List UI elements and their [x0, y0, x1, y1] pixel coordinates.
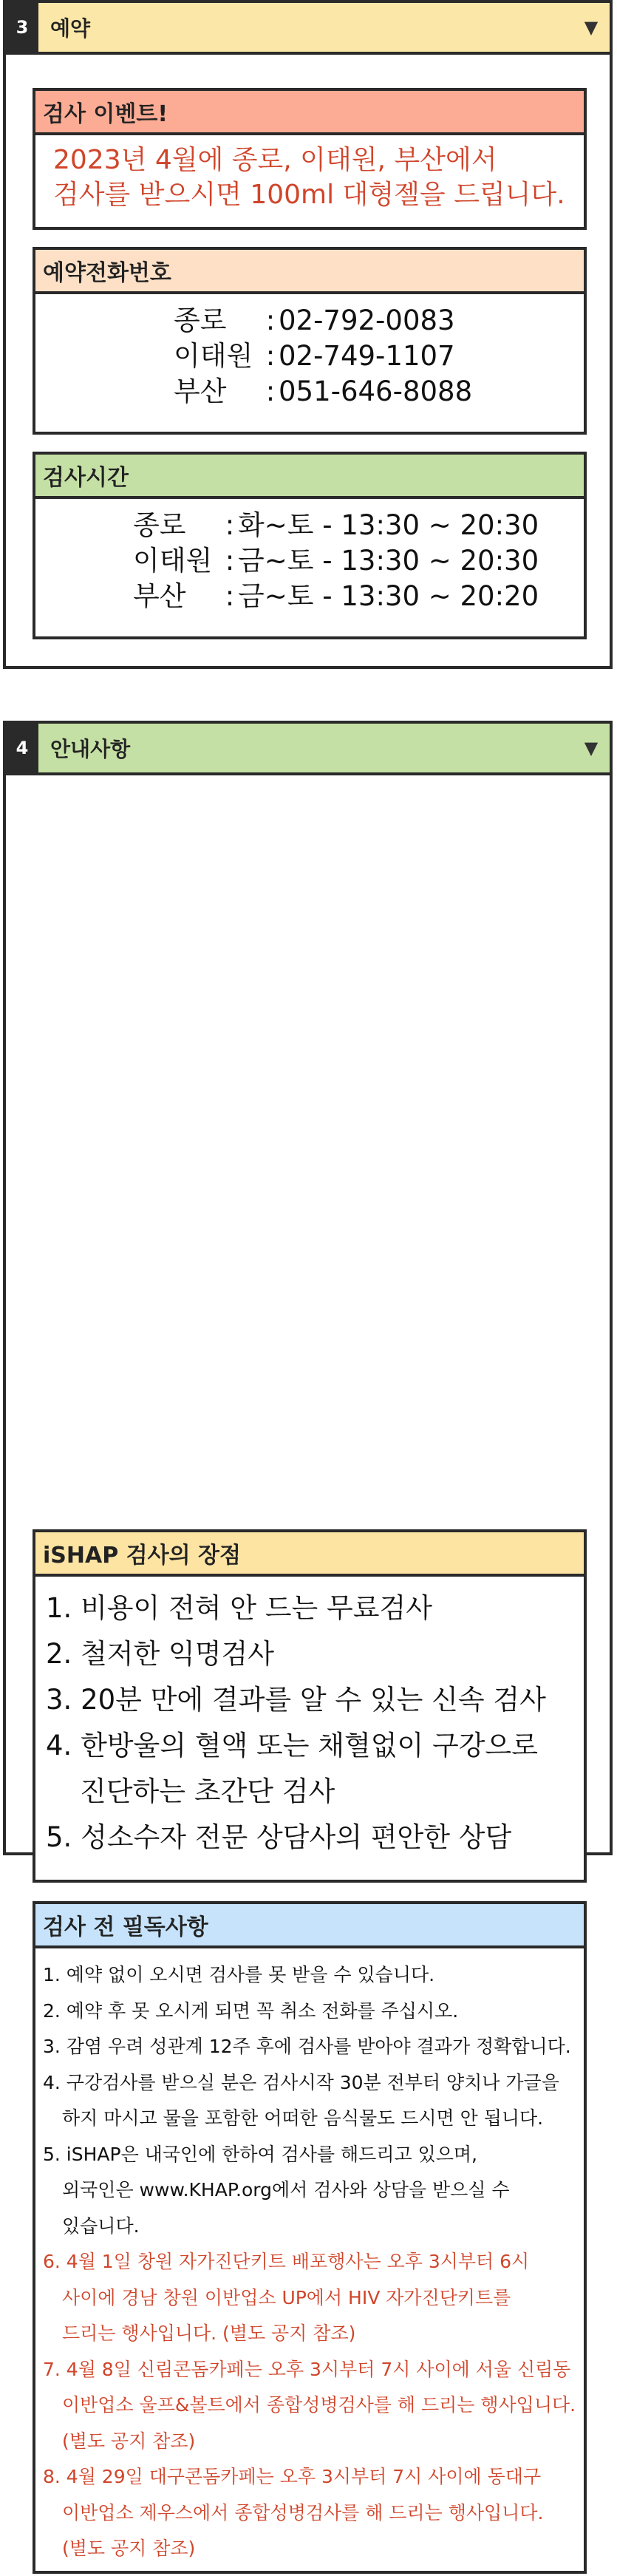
separator: :: [265, 305, 276, 336]
reservation-section: [3, 0, 613, 669]
list-item: 3. 감염 우려 성관계 12주 후에 검사를 받아야 결과가 정확합니다.: [43, 2036, 571, 2057]
list-item: 하지 마시고 물을 포함한 어떠한 음식물도 드시면 안 됩니다.: [62, 2107, 544, 2129]
phone-box-title: 예약전화번호: [35, 250, 584, 294]
notice-box-title: 검사 전 필독사항: [35, 1904, 584, 1948]
separator: :: [225, 509, 235, 541]
list-item: 5. iSHAP은 내국인에 한하여 검사를 해드리고 있으며,: [43, 2143, 477, 2165]
list-item: 6. 4월 1일 창원 자가진단키트 배포행사는 오후 3시부터 6시: [43, 2251, 530, 2272]
list-item: 3. 20분 만에 결과를 알 수 있는 신속 검사: [46, 1684, 546, 1716]
list-item: 5. 성소수자 전문 상담사의 편안한 상담: [46, 1821, 512, 1853]
phone-box: [33, 247, 587, 435]
info-section-header[interactable]: [6, 724, 610, 775]
hours-list: [35, 499, 584, 622]
branch-name: 이태원: [174, 340, 253, 372]
phone-number[interactable]: 051-646-8088: [279, 375, 473, 407]
hours-value: 금~토 - 13:30 ~ 20:30: [238, 545, 539, 577]
chevron-down-icon[interactable]: ▼: [584, 17, 599, 38]
branch-name: 종로: [174, 305, 227, 336]
list-item: 진단하는 초간단 검사: [80, 1775, 335, 1807]
list-item: 1. 예약 없이 오시면 검사를 못 받을 수 있습니다.: [43, 1964, 435, 1985]
list-item: 있습니다.: [62, 2215, 140, 2237]
merits-box-title: iSHAP 검사의 장점: [35, 1532, 584, 1577]
list-item: 사이에 경남 창원 이반업소 UP에서 HIV 자가진단키트를: [62, 2286, 511, 2308]
hours-row: [52, 508, 567, 543]
section-number: 4: [6, 724, 38, 772]
list-item: 이반업소 울프&볼트에서 종합성병검사를 해 드리는 행사입니다.: [62, 2394, 576, 2416]
list-item: 1. 비용이 전혀 안 드는 무료검사: [46, 1592, 433, 1624]
separator: :: [265, 340, 276, 372]
reservation-section-header[interactable]: [6, 3, 610, 55]
separator: :: [265, 375, 276, 407]
list-item: 2. 철저한 익명검사: [46, 1638, 275, 1670]
hours-row: [52, 543, 567, 579]
event-line: 2023년 4월에 종로, 이태원, 부산에서: [53, 145, 497, 175]
branch-name: 부산: [174, 375, 227, 407]
hours-value: 금~토 - 13:30 ~ 20:20: [238, 580, 539, 612]
event-box-title: 검사 이벤트!: [35, 91, 584, 135]
phone-number[interactable]: 02-749-1107: [279, 340, 455, 372]
event-box: [33, 88, 587, 230]
hours-box-title: 검사시간: [35, 455, 584, 499]
section-title: 안내사항: [50, 737, 131, 761]
event-line: 검사를 받으시면 100ml 대형젤을 드립니다.: [53, 180, 565, 210]
event-box-body: [35, 135, 584, 220]
hours-box: [33, 452, 587, 639]
hours-value: 화~토 - 13:30 ~ 20:30: [238, 509, 539, 541]
list-item: 7. 4월 8일 신림콘돔카페는 오후 3시부터 7시 사이에 서울 신림동: [43, 2358, 571, 2380]
list-item: (별도 공지 참조): [62, 2430, 196, 2452]
branch-name: 부산: [133, 580, 186, 612]
chevron-down-icon[interactable]: ▼: [584, 738, 599, 758]
phone-row: [52, 339, 567, 374]
phone-row: [52, 303, 567, 339]
phone-number[interactable]: 02-792-0083: [279, 305, 455, 336]
phone-list: [35, 294, 584, 417]
separator: :: [225, 545, 235, 577]
notice-box: [33, 1901, 587, 2574]
list-item: 4. 구강검사를 받으실 분은 검사시작 30분 전부터 양치나 가글을: [43, 2071, 559, 2093]
list-item: 8. 4월 29일 대구콘돔카페는 오후 3시부터 7시 사이에 동대구: [43, 2466, 542, 2487]
list-item: 2. 예약 후 못 오시게 되면 꼭 취소 전화를 주십시오.: [43, 1999, 459, 2022]
separator: :: [225, 580, 235, 612]
phone-row: [52, 374, 567, 409]
list-item: 드리는 행사입니다. (별도 공지 참조): [62, 2322, 356, 2344]
list-item: 이반업소 제우스에서 종합성병검사를 해 드리는 행사입니다.: [62, 2501, 544, 2524]
info-section: [3, 721, 613, 2559]
merits-box: [33, 1529, 587, 1883]
section-title: 예약: [50, 16, 91, 41]
list-item[interactable]: 외국인은 www.KHAP.org에서 검사와 상담을 받으실 수: [62, 2179, 510, 2201]
list-item: (별도 공지 참조): [62, 2538, 196, 2559]
merits-list: [35, 1577, 584, 1869]
branch-name: 종로: [133, 509, 186, 541]
section-number: 3: [6, 3, 38, 52]
branch-name: 이태원: [133, 545, 213, 577]
notice-list: [35, 1948, 584, 2576]
hours-row: [52, 579, 567, 614]
list-item: 4. 한방울의 혈액 또는 채혈없이 구강으로: [46, 1730, 538, 1761]
